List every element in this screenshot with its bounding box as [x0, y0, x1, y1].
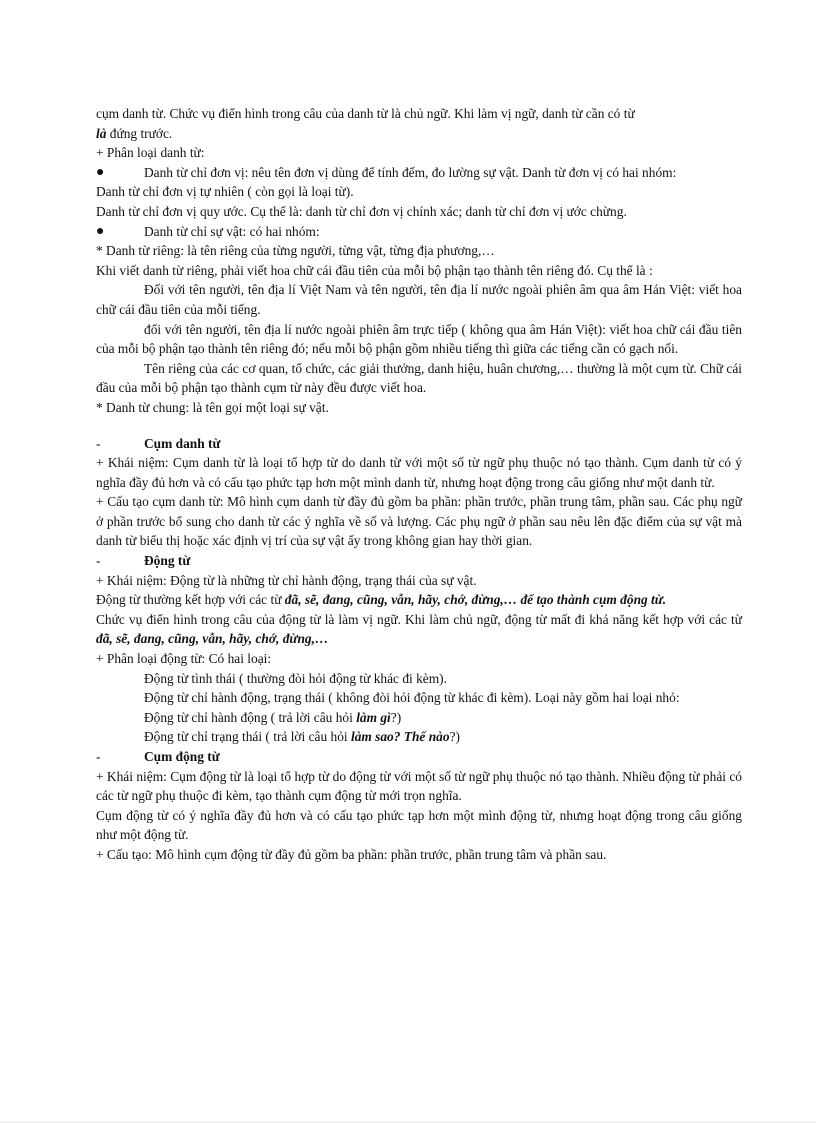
section-heading: + Phân loại danh từ: — [96, 145, 205, 161]
paragraph: * Danh từ riêng: là tên riêng của từng người, từng vật, từng địa phương,… — [96, 243, 495, 259]
section-heading — [96, 434, 742, 454]
paragraph: Danh từ chỉ đơn vị tự nhiên ( còn gọi là loại từ). — [96, 184, 354, 200]
bold-term: làm gì — [356, 709, 391, 725]
paragraph: Chức vụ điển hình trong câu của động từ là làm vị ngữ. Khi làm chủ ngữ, động từ mất đi khả năng kết hợp với các từ đã, sẽ, đang, cũng, vẫn, hãy, chớ, đừng,… — [96, 611, 742, 647]
paragraph: Đối với tên người, tên địa lí Việt Nam và tên người, tên địa lí nước ngoài phiên âm qua âm Hán Việt: viết hoa chữ cái đầu tiên của mỗi tiếng. — [96, 282, 742, 317]
bold-term: làm sao? Thế nào — [350, 729, 450, 745]
paragraph: Động từ tình thái ( thường đòi hỏi động từ khác đi kèm). — [144, 670, 447, 686]
heading-text: Cụm danh từ — [144, 435, 221, 451]
bold-term: là — [96, 125, 107, 141]
paragraph: + Cấu tạo: Mô hình cụm động từ đầy đủ gồm ba phần: phần trước, phần trung tâm và phần sau. — [96, 846, 607, 862]
dash-marker: - — [96, 553, 101, 569]
paragraph: + Khái niệm: Cụm danh từ là loại tổ hợp từ do danh từ với một số từ ngữ phụ thuộc nó tạo thành. Cụm danh từ có ý nghĩa đầy đủ hơn và có cấu tạo phức tạp hơn một mình danh từ, nhưng hoạt động trong câu giống như một danh từ. — [96, 455, 742, 490]
paragraph: Tên riêng của các cơ quan, tổ chức, các giải thưởng, danh hiệu, huân chương,… thường là một cụm từ. Chữ cái đầu của mỗi bộ phận tạo thành cụm từ này đều được viết hoa. — [96, 360, 742, 396]
paragraph: + Khái niệm: Cụm động từ là loại tổ hợp từ do động từ với một số từ ngữ phụ thuộc nó tạo thành. Nhiều động từ phải có các từ ngữ phụ thuộc đi kèm, tạo thành cụm động từ mới trọn nghĩa. — [96, 768, 742, 804]
list-item — [96, 222, 742, 242]
spacer — [96, 418, 742, 434]
list-item-text: Danh từ chỉ sự vật: có hai nhóm: — [144, 223, 320, 239]
heading-text: Động từ — [144, 553, 191, 569]
bold-term: đã, sẽ, đang, cũng, vẫn, hãy, chớ, đừng,… — [96, 631, 329, 647]
paragraph: Động từ thường kết hợp với các từ đã, sẽ, đang, cũng, vẫn, hãy, chớ, đừng,… để tạo thành cụm động từ. — [96, 592, 667, 608]
paragraph: cụm danh từ. Chức vụ điển hình trong câu của danh từ là chủ ngữ. Khi làm vị ngữ, danh từ cần có từ — [96, 106, 635, 121]
paragraph: + Khái niệm: Động từ là những từ chỉ hành động, trạng thái của sự vật. — [96, 572, 477, 588]
bullet-icon: ● — [96, 223, 105, 239]
paragraph: + Cấu tạo cụm danh từ: Mô hình cụm danh từ đầy đủ gồm ba phần: phần trước, phần trung tâm, phần sau. Các phụ ngữ ở phần trước bổ sung cho danh từ các ý nghĩa về số và lượng. Các phụ ngữ ở phần sau nêu lên đặc điểm của sự vật mà danh từ biểu thị hoặc xác định vị trí của sự vật ấy trong không gian hay thời gian. — [96, 494, 742, 549]
bold-term: đã, sẽ, đang, cũng, vẫn, hãy, chớ, đừng,… để tạo thành cụm động từ. — [284, 592, 667, 608]
paragraph: * Danh từ chung: là tên gọi một loại sự vật. — [96, 399, 329, 415]
list-item — [96, 163, 742, 183]
dash-marker: - — [96, 435, 101, 451]
list-item-text: Danh từ chỉ đơn vị: nêu tên đơn vị dùng để tính đếm, đo lường sự vật. Danh từ đơn vị có hai nhóm: — [144, 164, 677, 180]
dash-marker: - — [96, 749, 101, 764]
paragraph: là đứng trước. — [96, 125, 173, 141]
paragraph: đối với tên người, tên địa lí nước ngoài phiên âm trực tiếp ( không qua âm Hán Việt): viết hoa chữ cái đầu tiên của mỗi bộ phận tạo thành tên riêng đó; nếu mỗi bộ phận gồm nhiều tiếng thì giữa các tiếng cần có gạch nối. — [96, 321, 742, 357]
heading-text: Cụm động từ — [144, 749, 220, 764]
paragraph: Khi viết danh từ riêng, phải viết hoa chữ cái đầu tiên của mỗi bộ phận tạo thành tên riêng đó. Cụ thể là : — [96, 262, 653, 278]
paragraph: Cụm động từ có ý nghĩa đầy đủ hơn và có cấu tạo phức tạp hơn một mình động từ, nhưng hoạt động trong câu giống như một động từ. — [96, 807, 742, 843]
section-heading — [96, 747, 742, 767]
section-heading — [96, 551, 742, 571]
paragraph: Động từ chỉ trạng thái ( trả lời câu hỏi làm sao? Thế nào?) — [144, 729, 460, 745]
paragraph: Động từ chỉ hành động ( trả lời câu hỏi làm gì?) — [144, 709, 402, 725]
paragraph: + Phân loại động từ: Có hai loại: — [96, 651, 272, 667]
paragraph: Danh từ chỉ đơn vị quy ước. Cụ thể là: danh từ chỉ đơn vị chính xác; danh từ chỉ đơn vị ước chừng. — [96, 203, 627, 219]
bullet-icon: ● — [96, 164, 105, 180]
paragraph: Động từ chỉ hành động, trạng thái ( không đòi hỏi động từ khác đi kèm). Loại này gồm hai loại nhỏ: — [144, 690, 680, 706]
document-body — [96, 104, 742, 865]
